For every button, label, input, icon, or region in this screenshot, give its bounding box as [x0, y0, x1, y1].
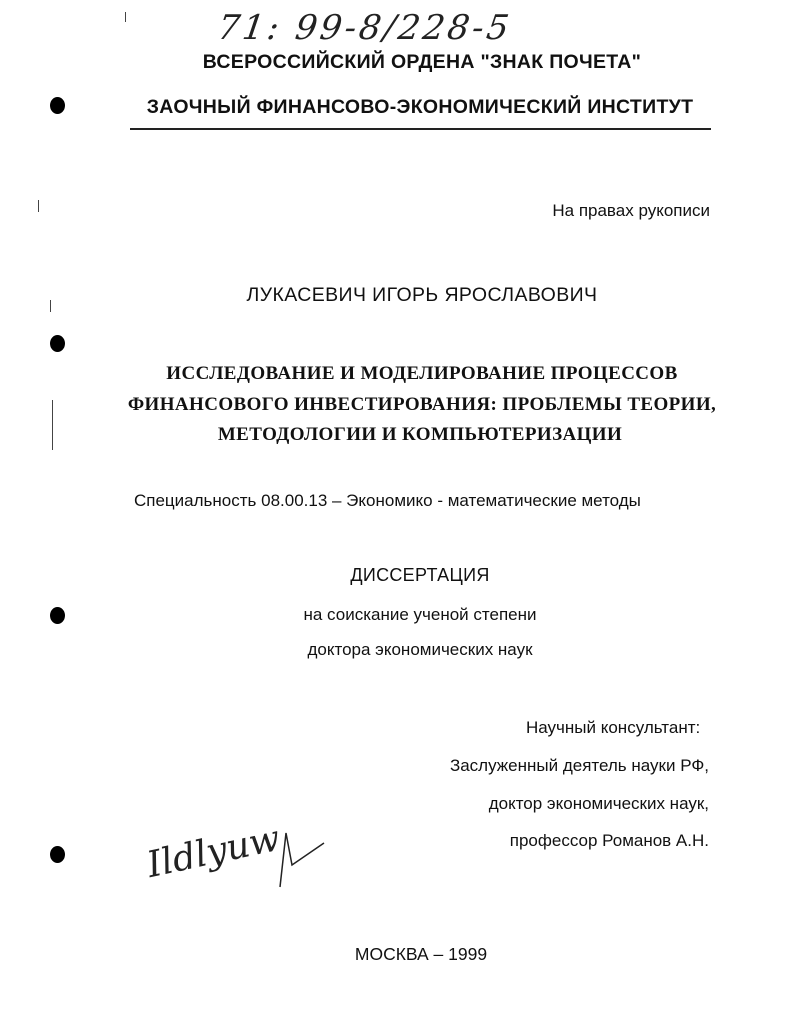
- consultant-line-1: Заслуженный деятель науки РФ,: [449, 756, 709, 775]
- specialty: Специальность 08.00.13 – Экономико - математические методы: [134, 491, 641, 510]
- degree-line-2: доктора экономических наук: [307, 640, 533, 659]
- scan-mark: [52, 400, 53, 450]
- scan-mark: [125, 12, 126, 22]
- title-line-3: МЕТОДОЛОГИИ И КОМПЬЮТЕРИЗАЦИИ: [217, 424, 623, 445]
- header-rule: [130, 128, 711, 130]
- punch-hole: [50, 607, 65, 624]
- scan-mark: [38, 200, 39, 212]
- consultant-line-2: доктор экономических наук,: [488, 794, 709, 813]
- dissertation-label: ДИССЕРТАЦИЯ: [350, 565, 490, 585]
- title-line-1: ИССЛЕДОВАНИЕ И МОДЕЛИРОВАНИЕ ПРОЦЕССОВ: [166, 363, 678, 384]
- signature: Ildlyuw: [143, 817, 284, 886]
- consultant-line-3: профессор Романов А.Н.: [509, 831, 709, 850]
- punch-hole: [50, 846, 65, 863]
- punch-hole: [50, 97, 65, 114]
- institution-line-1: ВСЕРОССИЙСКИЙ ОРДЕНА "ЗНАК ПОЧЕТА": [202, 51, 642, 73]
- city-year: МОСКВА – 1999: [354, 944, 488, 964]
- title-line-2: ФИНАНСОВОГО ИНВЕСТИРОВАНИЯ: ПРОБЛЕМЫ ТЕОРИИ,: [127, 394, 717, 415]
- manuscript-note: На правах рукописи: [552, 201, 710, 220]
- institution-line-2: ЗАОЧНЫЙ ФИНАНСОВО-ЭКОНОМИЧЕСКИЙ ИНСТИТУТ: [146, 96, 694, 118]
- signature-flourish: [272, 825, 332, 895]
- author-name: ЛУКАСЕВИЧ ИГОРЬ ЯРОСЛАВОВИЧ: [246, 284, 598, 306]
- degree-line-1: на соискание ученой степени: [303, 605, 537, 624]
- punch-hole: [50, 335, 65, 352]
- archive-number: 71: 99-8/228-5: [215, 8, 515, 48]
- scan-mark: [50, 300, 51, 312]
- consultant-heading: Научный консультант:: [526, 718, 701, 737]
